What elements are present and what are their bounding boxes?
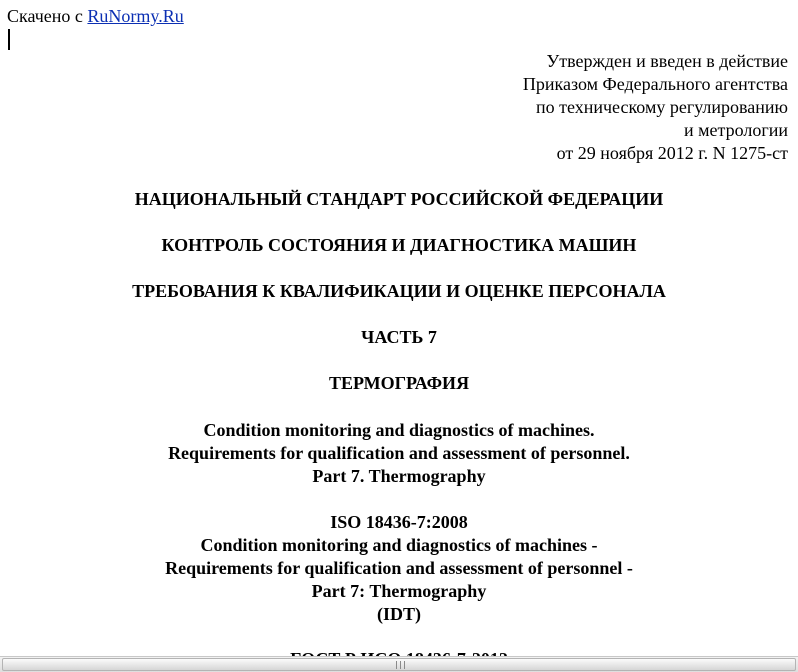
- topic-heading: КОНТРОЛЬ СОСТОЯНИЯ И ДИАГНОСТИКА МАШИН: [161, 235, 637, 255]
- source-prefix: Скачено с: [7, 6, 88, 26]
- iso-number: ISO 18436-7:2008: [330, 512, 468, 532]
- source-link[interactable]: RuNormy.Ru: [87, 6, 184, 26]
- approval-line: Приказом Федерального агентства: [522, 74, 788, 94]
- subject-heading: ТЕРМОГРАФИЯ: [328, 373, 470, 393]
- requirements-heading: ТРЕБОВАНИЯ К КВАЛИФИКАЦИИ И ОЦЕНКЕ ПЕРСОНАЛА: [132, 281, 666, 301]
- english-title-line: Part 7. Thermography: [312, 466, 486, 486]
- approval-line: от 29 ноября 2012 г. N 1275-ст: [556, 143, 788, 163]
- text-cursor: [8, 29, 10, 50]
- source-line: [7, 5, 184, 27]
- scrollbar-thumb[interactable]: [2, 658, 796, 671]
- part-heading: ЧАСТЬ 7: [361, 327, 437, 347]
- approval-block: [523, 50, 788, 165]
- horizontal-scrollbar[interactable]: [0, 656, 798, 672]
- approval-line: Утвержден и введен в действие: [546, 51, 788, 71]
- iso-line: Condition monitoring and diagnostics of machines -: [200, 535, 598, 555]
- scrollbar-grip-icon: [396, 661, 408, 669]
- iso-line: (IDT): [377, 604, 421, 624]
- approval-line: по техническому регулированию: [535, 97, 788, 117]
- english-title-line: Condition monitoring and diagnostics of machines.: [203, 420, 595, 440]
- standard-heading: НАЦИОНАЛЬНЫЙ СТАНДАРТ РОССИЙСКОЙ ФЕДЕРАЦИИ: [134, 189, 664, 209]
- approval-line: и метрологии: [684, 120, 788, 140]
- iso-block: [0, 511, 798, 626]
- english-title-line: Requirements for qualification and assessment of personnel.: [168, 443, 630, 463]
- english-title-block: [0, 419, 798, 488]
- iso-line: Requirements for qualification and assessment of personnel -: [165, 558, 633, 578]
- iso-line: Part 7: Thermography: [311, 581, 487, 601]
